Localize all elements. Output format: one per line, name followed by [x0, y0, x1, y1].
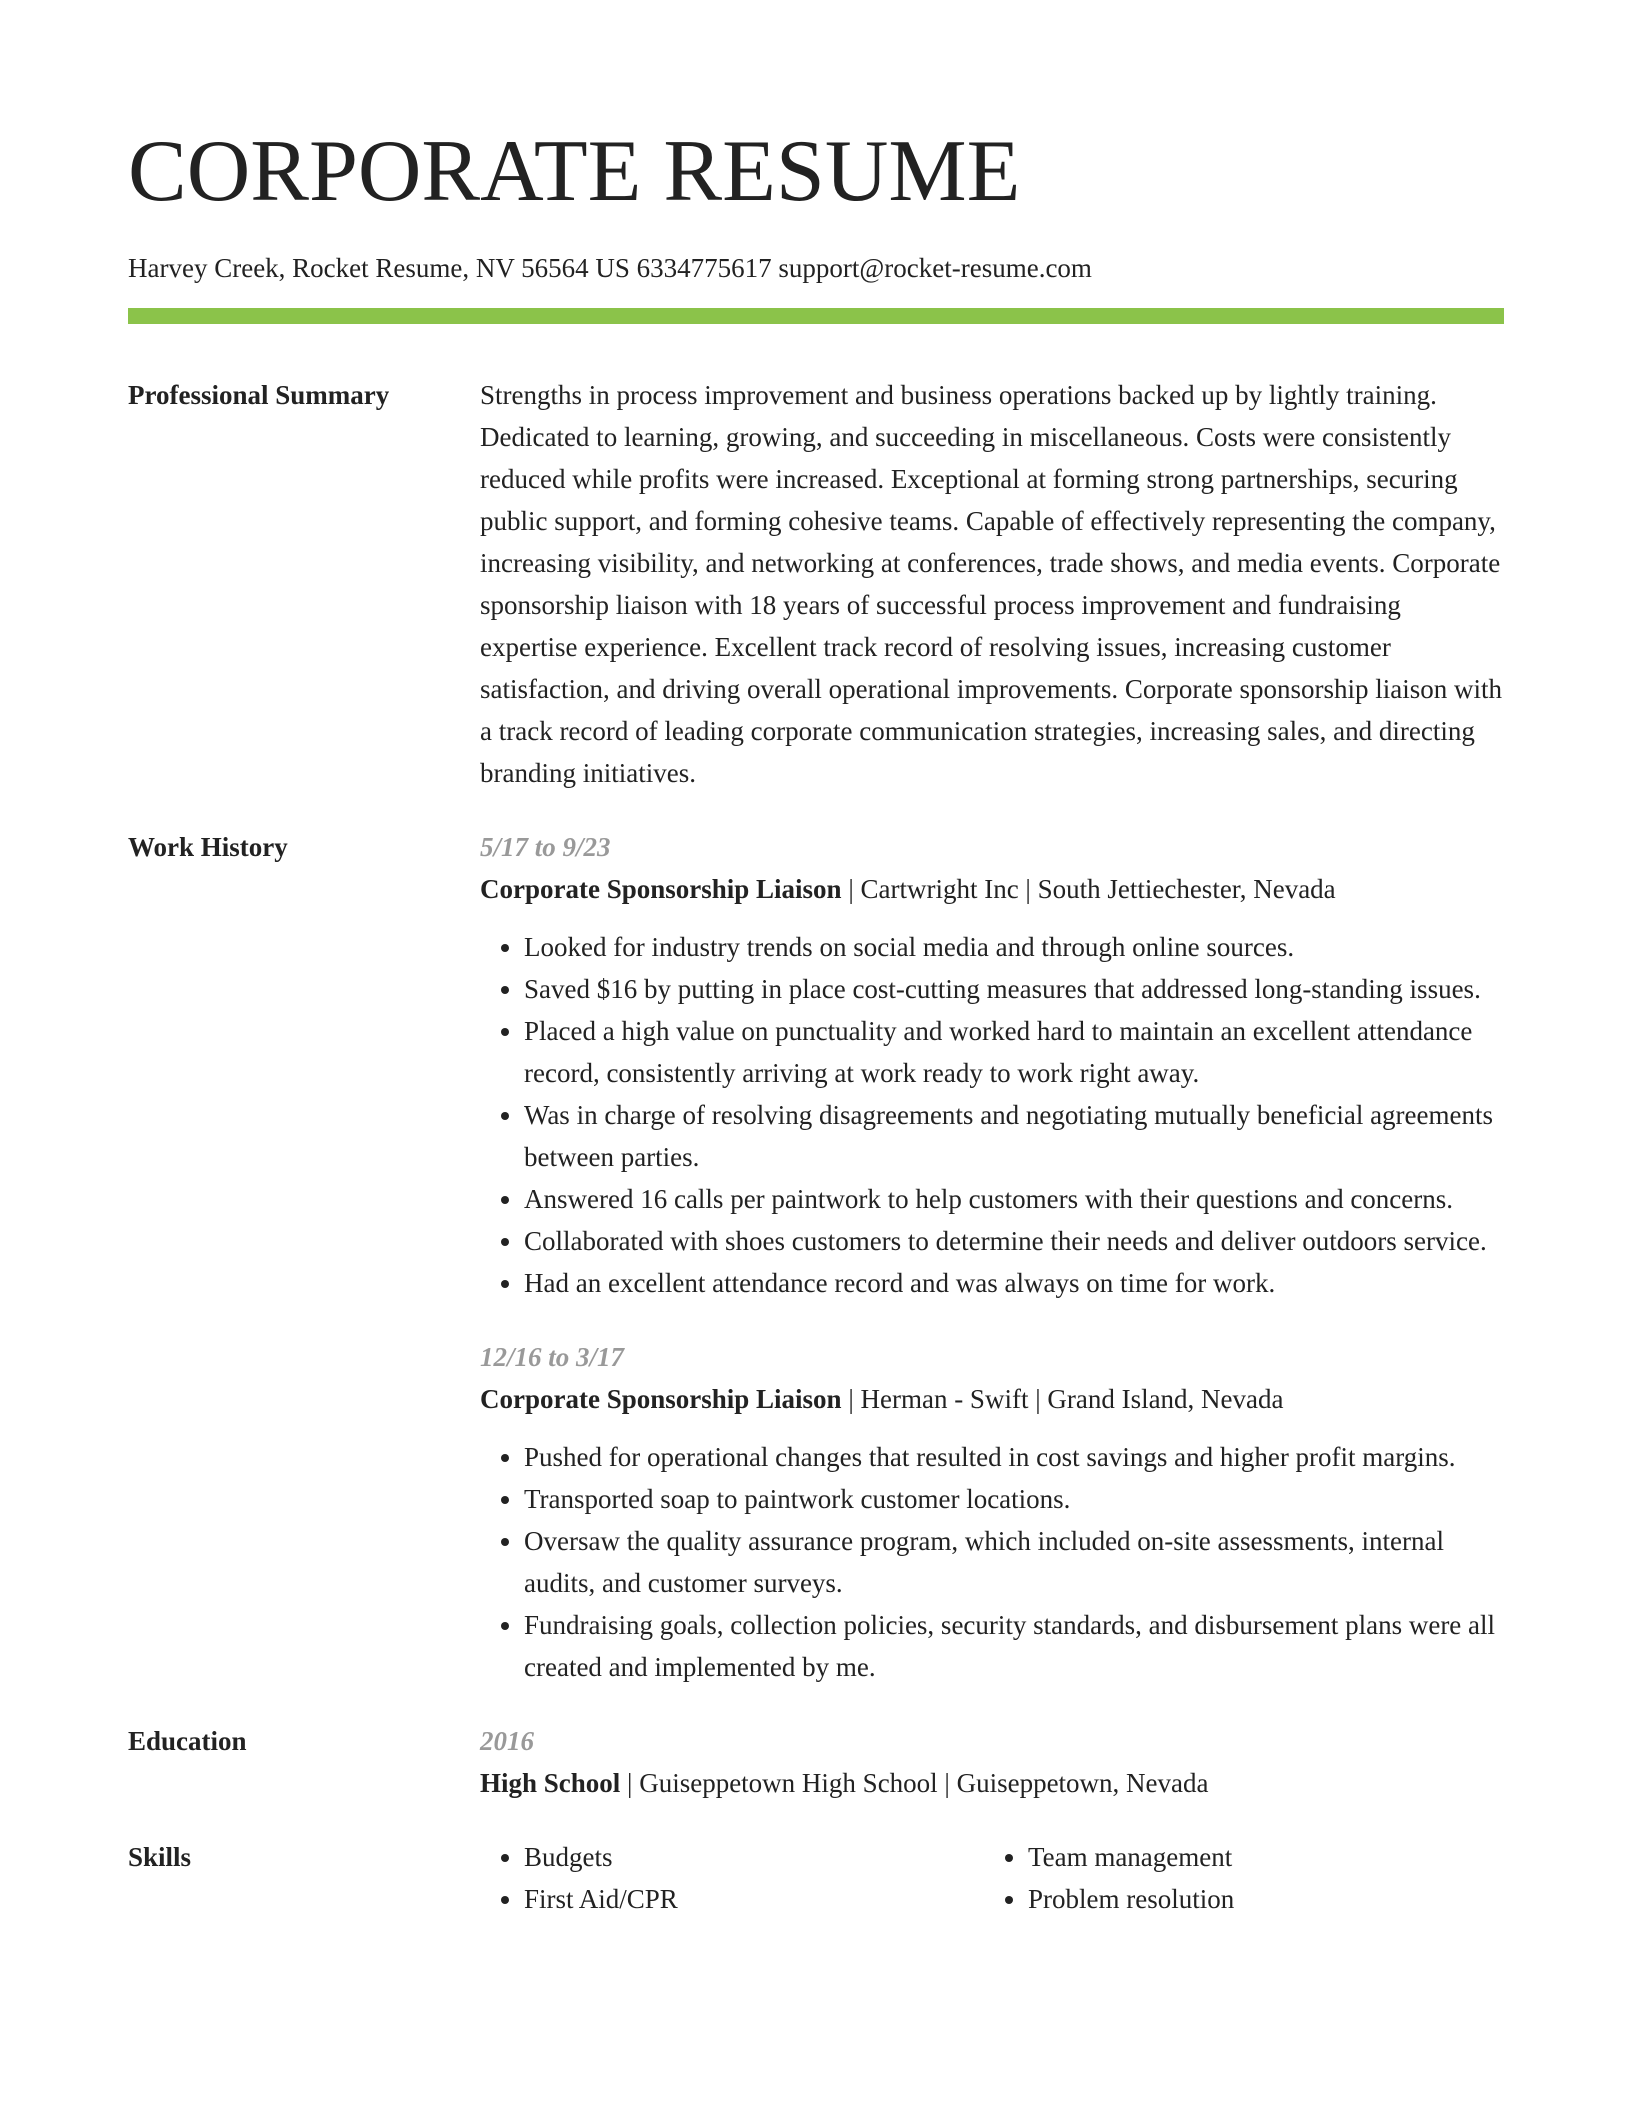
education-degree: High School [480, 1768, 621, 1798]
skills-body [480, 1836, 1504, 1920]
skill-item: • Problem resolution [1028, 1878, 1488, 1920]
section-title-summary: Professional Summary [128, 380, 390, 410]
work-history-section [128, 826, 1504, 1688]
skill-item: • Budgets [524, 1836, 984, 1878]
list-item: • Looked for industry trends on social media and through online sources. [524, 926, 1504, 968]
section-title-education: Education [128, 1726, 247, 1756]
job-bullets [480, 1436, 1504, 1688]
education-section [128, 1720, 1504, 1804]
education-details: | Guiseppetown High School | Guiseppetown, Nevada [620, 1768, 1209, 1798]
job-title: Corporate Sponsorship Liaison [480, 1384, 842, 1414]
job-heading [480, 868, 1504, 910]
job-details: | Cartwright Inc | South Jettiechester, Nevada [841, 874, 1336, 904]
contact-line: Harvey Creek, Rocket Resume, NV 56564 US 6334775617 support@rocket-resume.com [128, 253, 1092, 283]
summary-text: Strengths in process improvement and business operations backed up by lightly training. Dedicated to learning, growing, and succeeding in miscellaneous. Costs were consistently reduced while profits were increased. Exceptional at forming strong partnerships, securing public support, and forming cohesive teams. Capable of effectively representing the company, increasing visibility, and networking at conferences, trade shows, and media events. Corporate sponsorship liaison with 18 years of successful process improvement and fundraising expertise experience. Excellent track record of resolving issues, increasing customer satisfaction, and driving overall operational improvements. Corporate sponsorship liaison with a track record of leading corporate communication strategies, increasing sales, and directing branding initiatives. [480, 380, 1503, 788]
skill-item: • Team management [1028, 1836, 1488, 1878]
resume-title: CORPORATE RESUME [128, 123, 1021, 220]
list-item: • Had an excellent attendance record and was always on time for work. [524, 1262, 1504, 1304]
job-details: | Herman - Swift | Grand Island, Nevada [841, 1384, 1284, 1414]
section-title-skills: Skills [128, 1842, 192, 1872]
education-heading [480, 1762, 1504, 1804]
job-entry [480, 1336, 1504, 1688]
skill-item: • First Aid/CPR [524, 1878, 984, 1920]
accent-divider [128, 308, 1504, 324]
job-title: Corporate Sponsorship Liaison [480, 874, 842, 904]
summary-section [128, 374, 1504, 794]
list-item: • Collaborated with shoes customers to determine their needs and deliver outdoors service. [524, 1220, 1504, 1262]
work-history-body [480, 826, 1504, 1688]
list-item: • Transported soap to paintwork customer locations. [524, 1478, 1504, 1520]
list-item: • Saved $16 by putting in place cost-cutting measures that addressed long-standing issues. [524, 968, 1504, 1010]
list-item: • Placed a high value on punctuality and worked hard to maintain an excellent attendance record, consistently arriving at work ready to work right away. [524, 1010, 1504, 1094]
job-entry [480, 826, 1504, 1304]
list-item: • Was in charge of resolving disagreements and negotiating mutually beneficial agreements between parties. [524, 1094, 1504, 1178]
list-item: • Pushed for operational changes that resulted in cost savings and higher profit margins. [524, 1436, 1504, 1478]
section-title-work: Work History [128, 832, 288, 862]
list-item: • Oversaw the quality assurance program, which included on-site assessments, internal audits, and customer surveys. [524, 1520, 1504, 1604]
education-year: 2016 [480, 1726, 534, 1756]
job-bullets [480, 926, 1504, 1304]
skills-list-left [480, 1836, 984, 1920]
job-dates: 5/17 to 9/23 [480, 832, 611, 862]
job-heading [480, 1378, 1504, 1420]
list-item: • Answered 16 calls per paintwork to help customers with their questions and concerns. [524, 1178, 1504, 1220]
skills-list-right [984, 1836, 1488, 1920]
job-dates: 12/16 to 3/17 [480, 1342, 625, 1372]
list-item: • Fundraising goals, collection policies, security standards, and disbursement plans were all created and implemented by me. [524, 1604, 1504, 1688]
education-body [480, 1720, 1504, 1804]
skills-section [128, 1836, 1504, 1920]
